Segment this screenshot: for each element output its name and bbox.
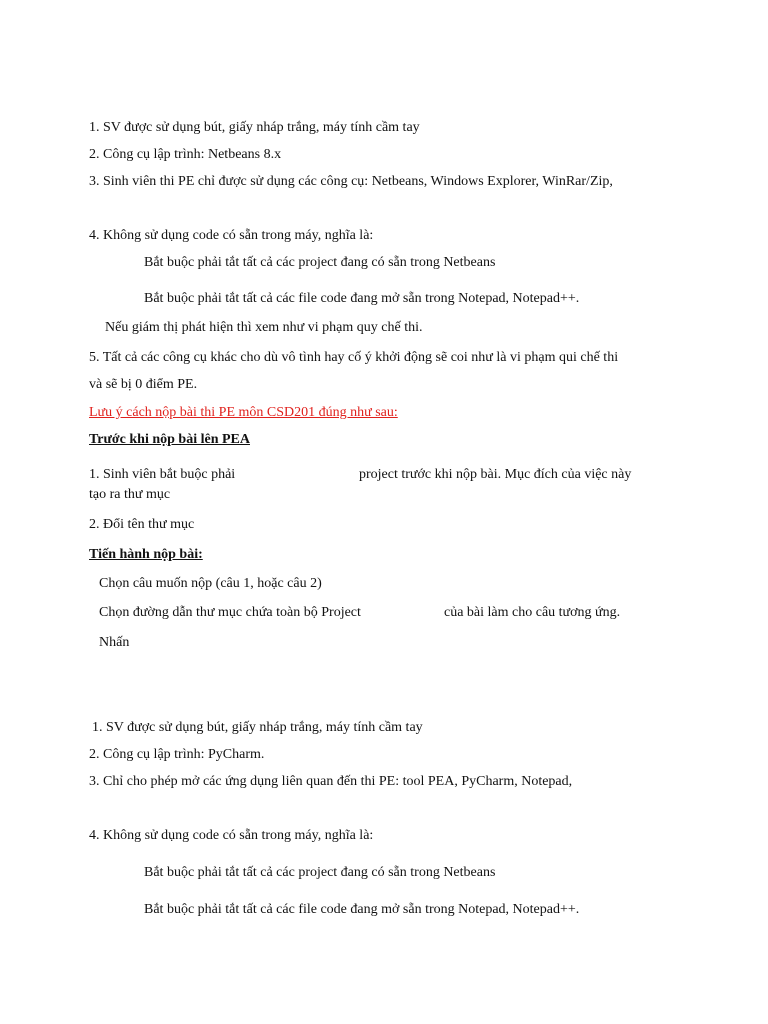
submit-step-1: Chọn câu muốn nộp (câu 1, hoặc câu 2) bbox=[99, 576, 322, 591]
py-rule-4-sub-1: Bắt buộc phải tắt tất cả các project đang có sẵn trong Netbeans bbox=[144, 865, 496, 880]
before-submit-heading: Trước khi nộp bài lên PEA bbox=[89, 432, 250, 447]
submit-step-2-part-2: của bài làm cho câu tương ứng. bbox=[444, 605, 621, 620]
py-rule-3: 3. Chỉ cho phép mở các ứng dụng liên quan đến thi PE: tool PEA, PyCharm, Notepad, bbox=[89, 774, 573, 789]
py-rule-4: 4. Không sử dụng code có sẵn trong máy, nghĩa là: bbox=[89, 828, 374, 843]
py-rule-1: 1. SV được sử dụng bút, giấy nháp trắng, máy tính cầm tay bbox=[92, 720, 423, 735]
submission-notice: Lưu ý cách nộp bài thi PE môn CSD201 đúng như sau: bbox=[89, 405, 398, 420]
step-1-part-2: project trước khi nộp bài. Mục đích của việc này bbox=[359, 467, 632, 482]
submit-step-3: Nhấn bbox=[99, 635, 130, 650]
rule-3: 3. Sinh viên thi PE chỉ được sử dụng các công cụ: Netbeans, Windows Explorer, WinRar/Zip, bbox=[89, 174, 613, 189]
submit-step-2-part-1: Chọn đường dẫn thư mục chứa toàn bộ Project bbox=[99, 605, 361, 620]
step-2: 2. Đổi tên thư mục bbox=[89, 517, 195, 532]
rule-2: 2. Công cụ lập trình: Netbeans 8.x bbox=[89, 147, 282, 162]
step-1-line-2: tạo ra thư mục bbox=[89, 487, 171, 502]
rule-4-sub-1: Bắt buộc phải tắt tất cả các project đang có sẵn trong Netbeans bbox=[144, 255, 496, 270]
rule-5-line-1: 5. Tất cả các công cụ khác cho dù vô tình hay cố ý khởi động sẽ coi như là vi phạm qui chế thi bbox=[89, 350, 619, 365]
rule-4: 4. Không sử dụng code có sẵn trong máy, nghĩa là: bbox=[89, 228, 374, 243]
rule-5-line-2: và sẽ bị 0 điểm PE. bbox=[89, 377, 198, 392]
py-rule-2: 2. Công cụ lập trình: PyCharm. bbox=[89, 747, 265, 762]
py-rule-4-sub-2: Bắt buộc phải tắt tất cả các file code đang mở sẵn trong Notepad, Notepad++. bbox=[144, 902, 580, 917]
submit-heading: Tiến hành nộp bài: bbox=[89, 547, 203, 562]
rule-4-sub-2: Bắt buộc phải tắt tất cả các file code đang mở sẵn trong Notepad, Notepad++. bbox=[144, 291, 580, 306]
rule-1: 1. SV được sử dụng bút, giấy nháp trắng, máy tính cầm tay bbox=[89, 120, 420, 135]
step-1-part-1: 1. Sinh viên bắt buộc phải bbox=[89, 467, 236, 482]
violation-note: Nếu giám thị phát hiện thì xem như vi phạm quy chế thi. bbox=[105, 320, 423, 335]
